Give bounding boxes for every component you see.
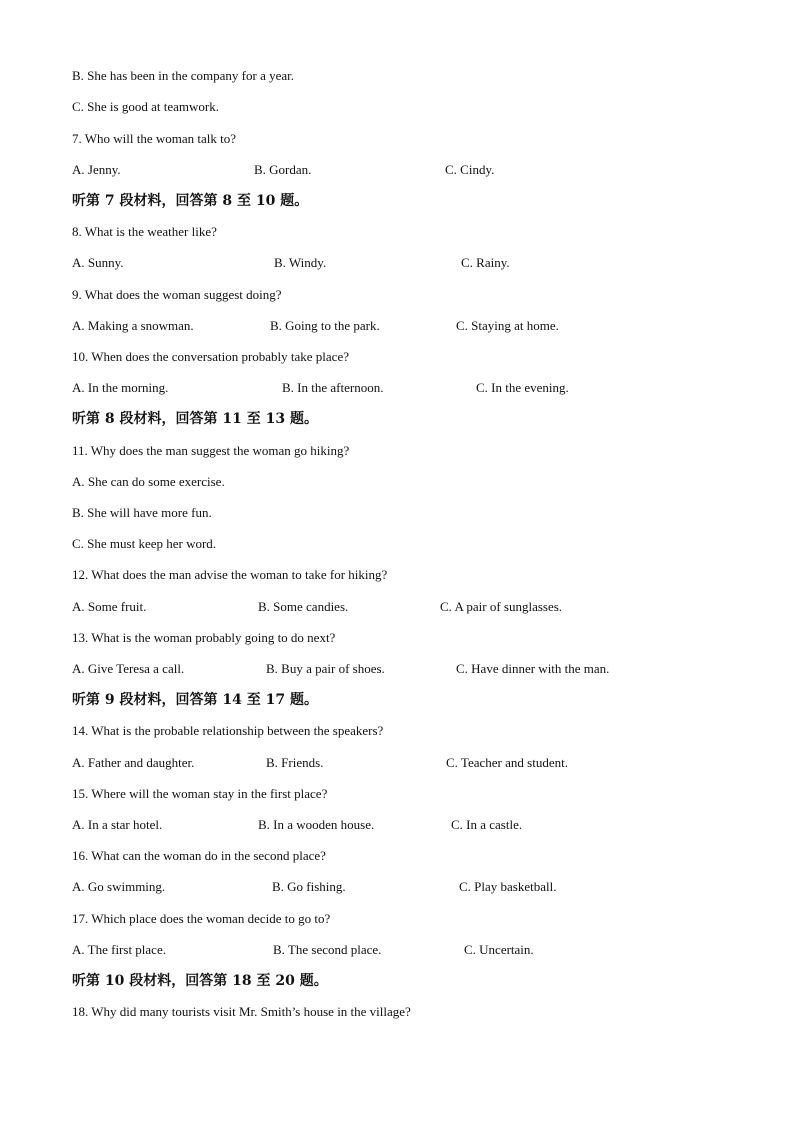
option-b: B. Gordan. <box>254 162 312 177</box>
option-b: B. In a wooden house. <box>258 817 375 832</box>
option-c: C. Staying at home. <box>456 318 559 333</box>
question-text: 16. What can the woman do in the second place? <box>72 848 326 863</box>
option-a: A. In a star hotel. <box>72 817 163 832</box>
option-c: C. Teacher and student. <box>446 755 568 770</box>
question-text: 7. Who will the woman talk to? <box>72 131 237 146</box>
option-c: C. Uncertain. <box>464 942 534 957</box>
option-a: A. Father and daughter. <box>72 755 195 770</box>
option-a: A. Some fruit. <box>72 599 147 614</box>
option-text: B. She will have more fun. <box>72 505 212 520</box>
question-text: 10. When does the conversation probably take place? <box>72 349 349 364</box>
option-c: C. Cindy. <box>445 162 495 177</box>
option-a: A. In the morning. <box>72 380 169 395</box>
option-c: C. In a castle. <box>451 817 523 832</box>
question-text: 11. Why does the man suggest the woman go hiking? <box>72 443 350 458</box>
option-c: C. Rainy. <box>461 255 510 270</box>
question-text: 12. What does the man advise the woman to take for hiking? <box>72 567 388 582</box>
option-b: B. Some candies. <box>258 599 349 614</box>
option-a: A. Sunny. <box>72 255 124 270</box>
option-a: A. Go swimming. <box>72 879 166 894</box>
section-heading: 听第 10 段材料，回答第 18 至 20 题。 <box>72 973 328 989</box>
question-text: 17. Which place does the woman decide to go to? <box>72 911 331 926</box>
option-text: C. She is good at teamwork. <box>72 99 219 114</box>
option-text: A. She can do some exercise. <box>72 474 225 489</box>
section-heading: 听第 9 段材料，回答第 14 至 17 题。 <box>72 692 318 708</box>
section-heading: 听第 7 段材料，回答第 8 至 10 题。 <box>72 193 309 209</box>
option-b: B. Buy a pair of shoes. <box>266 661 385 676</box>
option-a: A. Making a snowman. <box>72 318 194 333</box>
option-text: B. She has been in the company for a year. <box>72 68 295 83</box>
option-c: C. Play basketball. <box>459 879 557 894</box>
question-text: 14. What is the probable relationship between the speakers? <box>72 723 384 738</box>
question-text: 13. What is the woman probably going to do next? <box>72 630 336 645</box>
section-heading: 听第 8 段材料，回答第 11 至 13 题。 <box>72 411 318 427</box>
option-b: B. Go fishing. <box>272 879 346 894</box>
option-b: B. Going to the park. <box>270 318 380 333</box>
option-b: B. In the afternoon. <box>282 380 384 395</box>
option-c: C. Have dinner with the man. <box>456 661 610 676</box>
question-text: 15. Where will the woman stay in the first place? <box>72 786 328 801</box>
option-a: A. The first place. <box>72 942 166 957</box>
option-c: C. A pair of sunglasses. <box>440 599 563 614</box>
option-b: B. Windy. <box>274 255 327 270</box>
question-text: 8. What is the weather like? <box>72 224 217 239</box>
question-text: 18. Why did many tourists visit Mr. Smith’s house in the village? <box>72 1004 411 1019</box>
option-text: C. She must keep her word. <box>72 536 217 551</box>
option-c: C. In the evening. <box>476 380 569 395</box>
option-b: B. The second place. <box>273 942 382 957</box>
option-a: A. Jenny. <box>72 162 121 177</box>
option-a: A. Give Teresa a call. <box>72 661 185 676</box>
option-b: B. Friends. <box>266 755 324 770</box>
question-text: 9. What does the woman suggest doing? <box>72 287 282 302</box>
